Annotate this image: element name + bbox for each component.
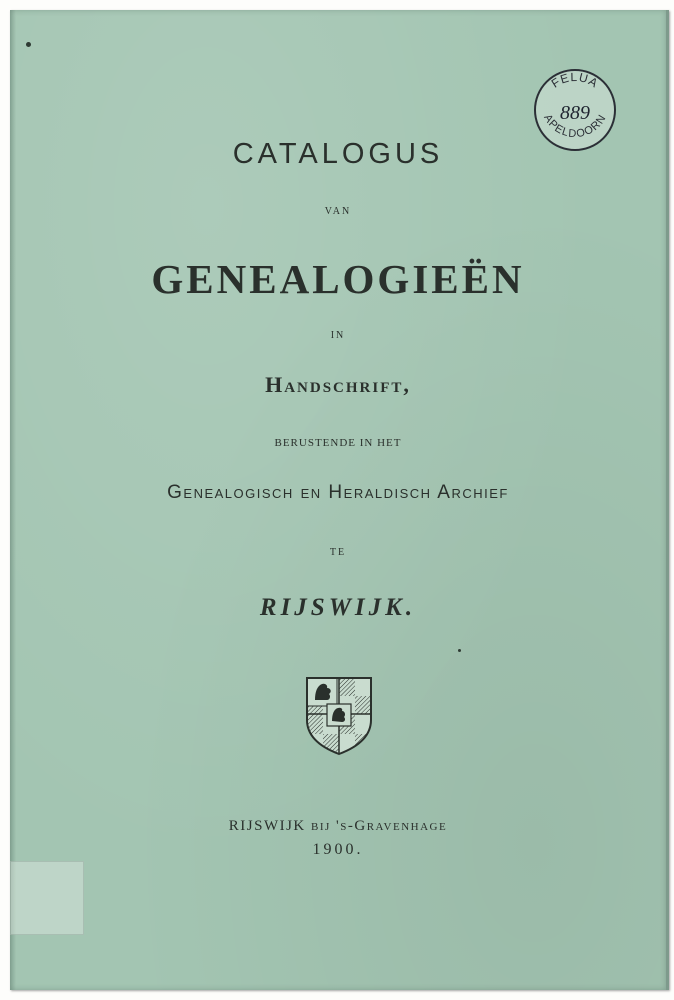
imprint-year: 1900.: [312, 841, 364, 858]
stamp-top-text: FELUA: [548, 69, 602, 91]
place-name: RIJSWIJK.: [259, 594, 417, 621]
title-berustende: BERUSTENDE IN HET: [274, 437, 402, 449]
ink-speck: [458, 649, 461, 652]
title-van: VAN: [324, 206, 352, 217]
stamp-number: 889: [560, 102, 590, 124]
title-main: GENEALOGIEËN: [151, 256, 525, 302]
book-cover: [10, 10, 669, 990]
library-label-remnant: [10, 861, 84, 935]
title-handschrift: Handschrift,: [265, 372, 411, 397]
title-catalogus: CATALOGUS: [232, 138, 444, 170]
stamp-bottom-text: APELDOORN: [541, 112, 609, 141]
imprint-place: RIJSWIJK bij 's-Gravenhage: [228, 818, 448, 834]
binding-hole: [26, 42, 31, 47]
title-in: IN: [330, 330, 346, 341]
coat-of-arms-shield-icon: [305, 676, 373, 756]
title-te: TE: [329, 547, 347, 558]
title-archief: Genealogisch en Heraldisch Archief: [167, 482, 509, 503]
